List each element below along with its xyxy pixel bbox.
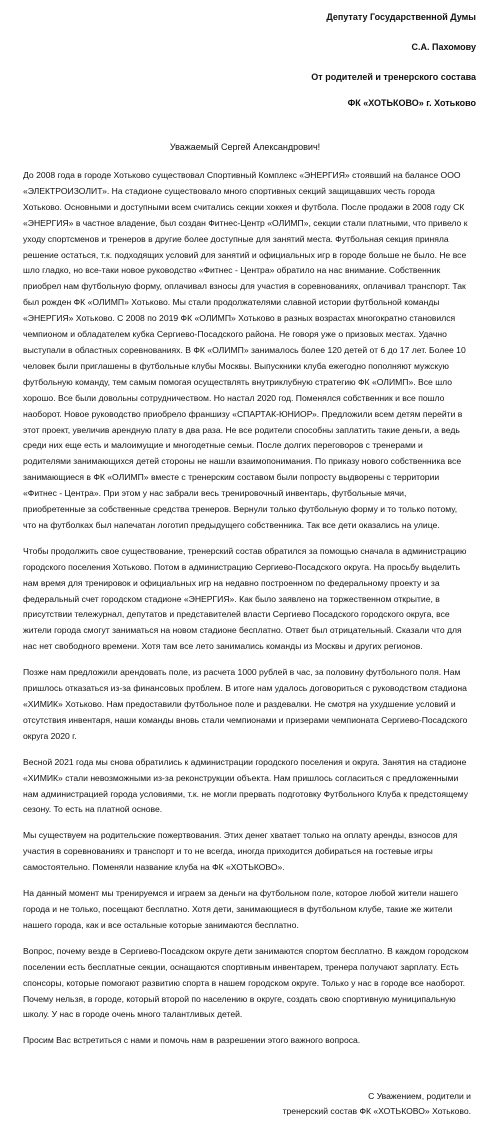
greeting: Уважаемый Сергей Александрович! [169, 142, 321, 152]
paragraph-5: Мы существуем на родительские пожертвования. Этих денег хватает только на оплату аренды, взносов для участия в соревнованиях и транспорт и то не всегда, иногда приходится добираться на гостевые игры самостоятельно. Поменяли название клуба на ФК «ХОТЬКОВО». [23, 830, 458, 873]
addressee-block [311, 12, 476, 109]
paragraph-2: Чтобы продолжить свое существование, тренерский состав обратился за помощью сначала в администрацию городского поселения Хотьково. Потом в администрацию Сергиево-Посадского округа. На просьбу выделить нам время для тренировок и официальных игр на недавно построенном по федеральному проекту и за федеральный счет городском стадионе «ЭНЕРГИЯ». Как было заявлено на торжественном открытие, в присутствии тележурнал, депутатов и представителей власти Сергиево Посадского городского округа, все жители города смогут заниматься на новом стадионе бесплатно. Ответ был отрицательный. Сказали что для нас нет свободного времени. Хотя там все лето занимались команды из Москвы и других регионов. [23, 545, 467, 652]
addressee-title: Депутату Государственной Думы [326, 12, 476, 22]
letter-body [23, 168, 471, 1059]
paragraph-3: Позже нам предложили арендовать поле, из расчета 1000 рублей в час, за половину футбольного поля. Нам пришлось отказаться из-за финансовых проблем. В итоге нам удалось договориться с руководством стадиона «ХИМИК» Хотьково. Нам предоставили футбольное поле и раздевалки. Не смотря на ухудшение условий и отсутствия инвентаря, наши команды вновь стали чемпионами и призерами чемпионата Сергиево-Посадского округа 2020 г. [23, 667, 468, 741]
paragraph-4: Весной 2021 года мы снова обратились к администрации городского поселения и округа. Занятия на стадионе «ХИМИК» стали невозможными из-за реконструкции объекта. Нам пришлось согласиться с предложенными нам администрацией города условиями, т.к. не могли прервать подготовку Футбольного Клуба к предстоящему сезону. То есть на платной основе. [23, 756, 469, 815]
paragraph-8: Просим Вас встретиться с нами и помочь нам в разрешении этого важного вопроса. [23, 1035, 361, 1046]
signature-line-1: С Уважением, родители и [368, 1091, 471, 1101]
signature-block [283, 1089, 471, 1119]
sender-club: ФК «ХОТЬКОВО» г. Хотьково [347, 98, 476, 108]
addressee-name: С.А. Пахомову [411, 42, 476, 52]
paragraph-7: Вопрос, почему везде в Сергиево-Посадском округе дети занимаются спортом бесплатно. В каждом городском поселении есть бесплатные секции, оснащаются спортивным инвентарем, тренера получают зарплату. Есть спонсоры, которые помогают развитию спорта в нашем городском округе. Только у нас в городе все наоборот. Почему нельзя, в городе, который второй по населению в округе, создать свою спортивную муниципальную школу. У нас в городе очень много талантливых детей. [23, 945, 469, 1020]
signature-line-2: тренерский состав ФК «ХОТЬКОВО» Хотьково. [282, 1106, 471, 1116]
paragraph-1: До 2008 года в городе Хотьково существовал Спортивный Комплекс «ЭНЕРГИЯ» стоявший на балансе ООО «ЭЛЕКТРОИЗОЛИТ». На стадионе существовало много спортивных секций защищавших честь города Хотьково. Основными и доступными всем считались секции хоккея и футбола. После продажи в 2008 году СК «ЭНЕРГИЯ» в частное владение, был создан Фитнес-Центр «ОЛИМП», секции стали платными, что привело к уходу спортсменов и тренеров в другие более доступные для занятий места. Футбольная секция приняла решение остаться, т.к. подходящих условий для занятий и официальных игр в городе больше не было. Не все шло гладко, но все-таки новое руководство «Фитнес - Центра» обратило на нас внимание. Собственник приобрел нам футбольную форму, оплачивал взносы для участия в соревнованиях, оплачивал транспорт. Так был рожден ФК «ОЛИМП» Хотьково. Мы стали продолжателями славной истории футбольной команды «ЭНЕРГИЯ» Хотьково. С 2008 по 2019 ФК «ОЛИМП» Хотьково в разных возрастах многократно становился чемпионом и обладателем кубка Сергиево-Посадского района. Не говоря уже о призовых местах. Удачно выступали в областных соревнованиях. В ФК «ОЛИМП» занималось более 120 детей от 6 до 17 лет. Более 10 человек были приглашены в футбольные клубы Москвы. Выпускники клуба ежегодно пополняют мужскую футбольную команду, тем самым помогая осуществлять внутриклубную стратегию ФК «ОЛИМП». Все шло хорошо. Все были довольны сотрудничеством. Но настал 2020 год. Поменялся собственник и все пошло наоборот. Новое руководство приобрело франшизу «СПАРТАК-ЮНИОР». Предложили всем детям перейти в этот проект, увеличив арендную плату в два раза. Не все родители способны заплатить такие деньги, а ведь среди них еще есть и малоимущие и многодетные семьи. После долгих переговоров с тренерами и родителями занимающихся детей стороны не нашли взаимопонимания. По приказу нового собственника все занимающиеся в ФК «ОЛИМП» вместе с тренерским составом были попросту выдворены с территории «Фитнес - Центра». При этом у нас забрали весь тренировочный инвентарь, футбольные мячи, приобретенные за собственные средства тренеров. Вернули только футбольную форму и то только потому, что на футболках был напечатан логотип предыдущего собственника. Так все дети оказались на улице. [23, 170, 468, 530]
paragraph-6: На данный момент мы тренируемся и играем за деньги на футбольном поле, которое любой жители нашего города и не только, посещают бесплатно. Хотя дети, занимающиеся в футбольном клубе, такие же жители нашего города, как и все остальные которые занимаются бесплатно. [23, 888, 459, 930]
sender-line: От родителей и тренерского состава [311, 72, 476, 82]
